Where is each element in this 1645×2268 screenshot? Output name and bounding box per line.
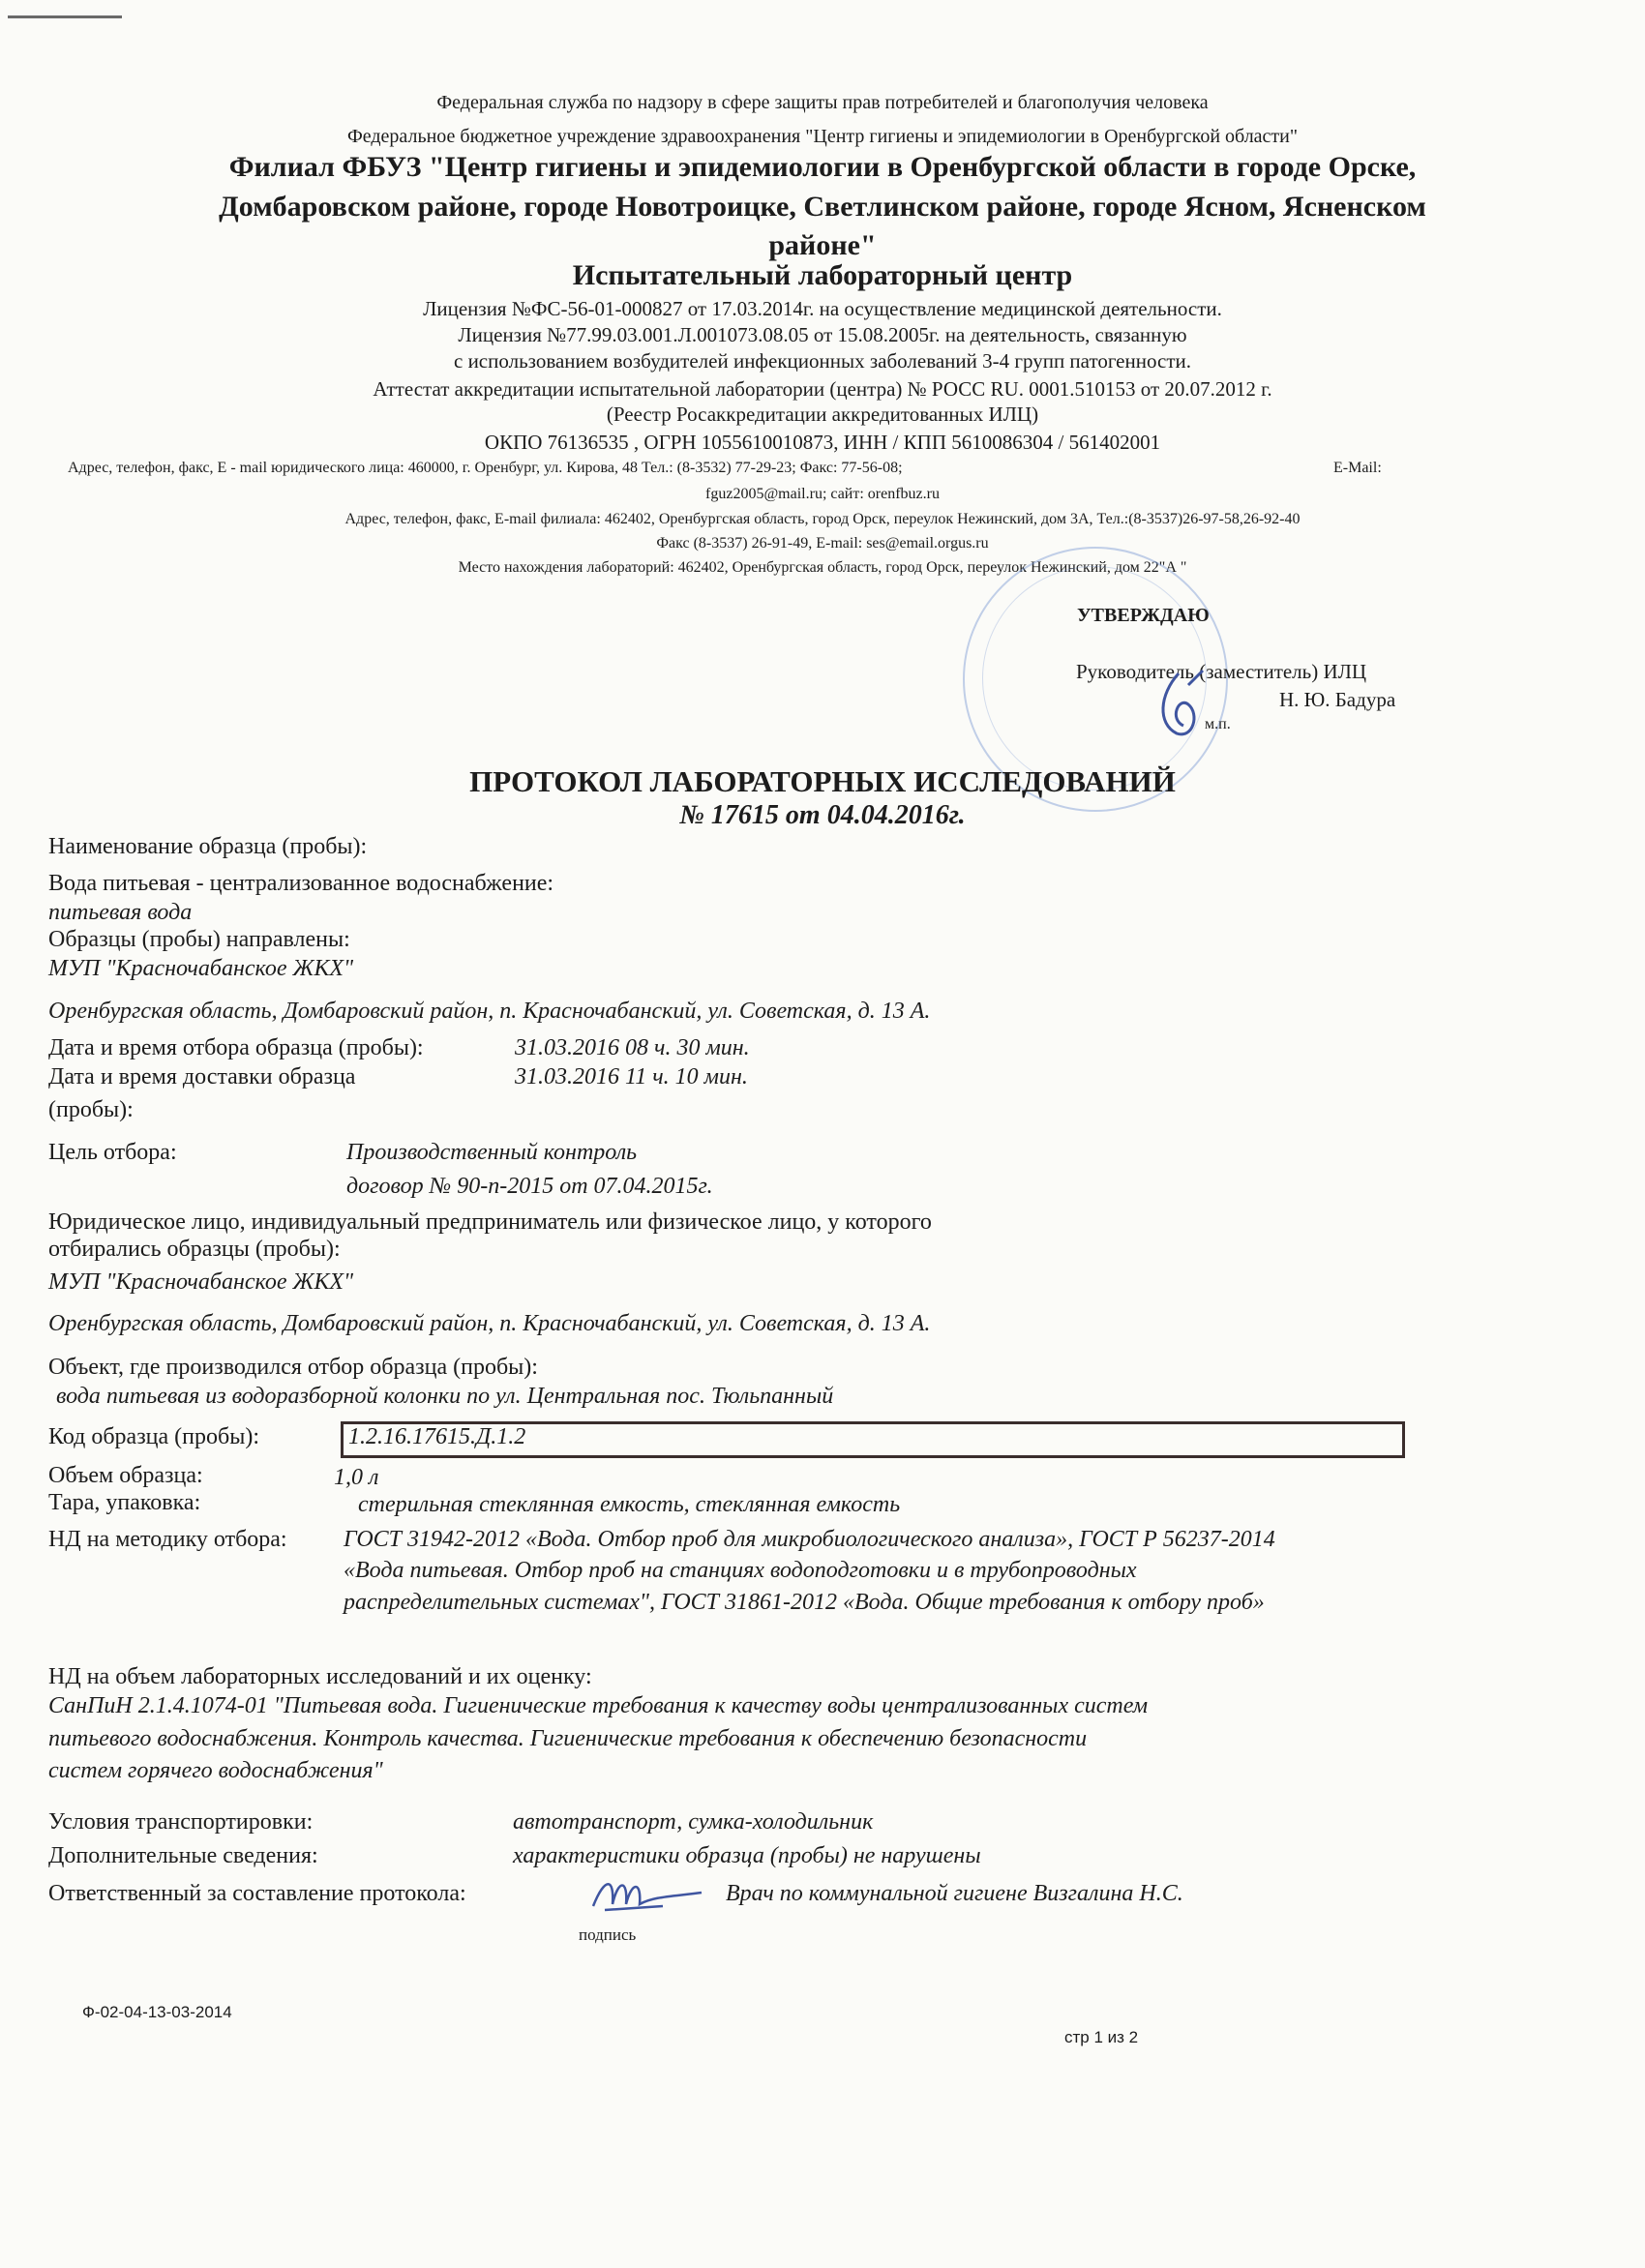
responsible-label: Ответственный за составление протокола: xyxy=(48,1881,466,1906)
header-branch-line3: районе" xyxy=(768,229,877,261)
header-okpo: ОКПО 76136535 , ОГРН 1055610010873, ИНН / КПП 5610086304 / 561402001 xyxy=(484,431,1161,454)
page-number: стр 1 из 2 xyxy=(1064,2028,1139,2046)
transport-value: автотранспорт, сумка-холодильник xyxy=(513,1809,874,1835)
sent-by-org: МУП "Красночабанское ЖКХ" xyxy=(48,956,354,981)
object-label: Объект, где производился отбор образца (пробы): xyxy=(48,1355,538,1380)
nd-volume-line1: СанПиН 2.1.4.1074-01 "Питьевая вода. Гигиенические требования к качеству воды централизованных систем xyxy=(48,1693,1149,1718)
signature-caption: подпись xyxy=(579,1925,637,1944)
container-value: стерильная стеклянная емкость, стеклянная емкость xyxy=(358,1492,901,1517)
nd-volume-line2: питьевого водоснабжения. Контроль качества. Гигиенические требования к обеспечению безопасности xyxy=(48,1726,1088,1751)
extra-value: характеристики образца (пробы) не нарушены xyxy=(513,1843,981,1868)
header-branch-fax: Факс (8-3537) 26-91-49, E-mail: ses@email.orgus.ru xyxy=(656,535,989,552)
header-license2: Лицензия №77.99.03.001.Л.001073.08.05 от 15.08.2005г. на деятельность, связанную xyxy=(458,323,1187,346)
header-lab-center: Испытательный лабораторный центр xyxy=(572,259,1073,291)
header-branch-line1: Филиал ФБУЗ "Центр гигиены и эпидемиологии в Оренбургской области в городе Орске, xyxy=(228,151,1417,183)
form-code: Ф-02-04-13-03-2014 xyxy=(82,2003,232,2021)
nd-sampling-line3: распределительных системах", ГОСТ 31861-2012 «Вода. Общие требования к отбору проб» xyxy=(344,1590,1265,1615)
header-attestation: Аттестат аккредитации испытательной лаборатории (центра) № РОСС RU. 0001.510153 от 20.07.2012 г. xyxy=(373,377,1272,401)
sampling-datetime-label: Дата и время отбора образца (пробы): xyxy=(48,1035,424,1060)
extra-label: Дополнительные сведения: xyxy=(48,1843,318,1868)
container-label: Тара, упаковка: xyxy=(48,1490,201,1515)
sampling-datetime: 31.03.2016 08 ч. 30 мин. xyxy=(515,1035,750,1060)
nd-sampling-line2: «Вода питьевая. Отбор проб на станциях водоподготовки и в трубопроводных xyxy=(344,1558,1137,1583)
header-registry: (Реестр Росаккредитации аккредитованных ИЛЦ) xyxy=(606,403,1039,426)
header-license1: Лицензия №ФС-56-01-000827 от 17.03.2014г. на осуществление медицинской деятельности. xyxy=(423,297,1222,320)
transport-label: Условия транспортировки: xyxy=(48,1809,314,1835)
volume-value: 1,0 л xyxy=(334,1465,379,1490)
protocol-number: № 17615 от 04.04.2016г. xyxy=(679,800,966,830)
header-legal-email-label: E-Mail: xyxy=(1333,460,1382,476)
entity-label: Юридическое лицо, индивидуальный предприниматель или физическое лицо, у которого xyxy=(48,1209,932,1235)
approval-signature xyxy=(1150,666,1217,743)
delivery-datetime-label2: (пробы): xyxy=(48,1097,134,1122)
code-label: Код образца (пробы): xyxy=(48,1424,260,1449)
header-lab-location: Место нахождения лабораторий: 462402, Оренбургская область, город Орск, переулок Нежинский, дом 22"А " xyxy=(458,559,1187,576)
code-value: 1.2.16.17615.Д.1.2 xyxy=(348,1424,526,1449)
nd-volume-label: НД на объем лабораторных исследований и их оценку: xyxy=(48,1664,592,1689)
delivery-datetime: 31.03.2016 11 ч. 10 мин. xyxy=(515,1064,748,1089)
volume-label: Объем образца: xyxy=(48,1463,203,1488)
purpose-value: Производственный контроль xyxy=(346,1140,638,1165)
responsible-value: Врач по коммунальной гигиене Визгалина Н.С. xyxy=(726,1881,1183,1906)
nd-sampling-label: НД на методику отбора: xyxy=(48,1527,287,1552)
protocol-title: ПРОТОКОЛ ЛАБОРАТОРНЫХ ИССЛЕДОВАНИЙ xyxy=(469,764,1176,798)
purpose-label: Цель отбора: xyxy=(48,1140,177,1165)
header-legal-email: fguz2005@mail.ru; сайт: orenfbuz.ru xyxy=(705,486,940,502)
approval-mp: м.п. xyxy=(1205,716,1231,732)
sent-by-address: Оренбургская область, Домбаровский район, п. Красночабанский, ул. Советская, д. 13 А. xyxy=(48,999,931,1024)
sample-type: Вода питьевая - централизованное водоснабжение: xyxy=(48,871,554,896)
scan-mark xyxy=(8,15,122,18)
header-branch-address: Адрес, телефон, факс, E-mail филиала: 462402, Оренбургская область, город Орск, переулок Нежинский, дом 3А, Тел.:(8-3537)26-97-58,26-92-40 xyxy=(344,511,1301,527)
approval-role: Руководитель (заместитель) ИЛЦ xyxy=(1076,660,1367,683)
header-branch-line2: Домбаровском районе, городе Новотроицке, Светлинском районе, городе Ясном, Ясненском xyxy=(219,191,1426,223)
sample-name-label: Наименование образца (пробы): xyxy=(48,834,368,859)
object-value: вода питьевая из водоразборной колонки по ул. Центральная пос. Тюльпанный xyxy=(56,1384,834,1409)
entity-label2: отбирались образцы (пробы): xyxy=(48,1237,341,1262)
header-legal-address: Адрес, телефон, факс, Е - mail юридического лица: 460000, г. Оренбург, ул. Кирова, 48 Тел.: (8-3532) 77-29-23; Факс: 77-56-08; xyxy=(68,460,903,476)
contract-value: договор № 90-п-2015 от 07.04.2015г. xyxy=(346,1174,713,1199)
sample-type-value: питьевая вода xyxy=(48,900,193,925)
header-agency: Федеральная служба по надзору в сфере защиты прав потребителей и благополучия человека xyxy=(436,92,1209,113)
approval-name: Н. Ю. Бадура xyxy=(1279,688,1396,711)
delivery-datetime-label: Дата и время доставки образца xyxy=(48,1064,356,1089)
responsible-signature xyxy=(585,1867,711,1921)
nd-sampling-line1: ГОСТ 31942-2012 «Вода. Отбор проб для микробиологического анализа», ГОСТ Р 56237-2014 xyxy=(344,1527,1275,1552)
sent-by-label: Образцы (пробы) направлены: xyxy=(48,927,350,952)
entity-address: Оренбургская область, Домбаровский район, п. Красночабанский, ул. Советская, д. 13 А. xyxy=(48,1311,931,1336)
header-institution: Федеральное бюджетное учреждение здравоохранения "Центр гигиены и эпидемиологии в Оренбургской области" xyxy=(346,126,1299,147)
approval-title: УТВЕРЖДАЮ xyxy=(1077,605,1210,626)
nd-volume-line3: систем горячего водоснабжения" xyxy=(48,1758,383,1783)
entity-org: МУП "Красночабанское ЖКХ" xyxy=(48,1269,354,1295)
header-license3: с использованием возбудителей инфекционных заболеваний 3-4 групп патогенности. xyxy=(454,349,1191,373)
